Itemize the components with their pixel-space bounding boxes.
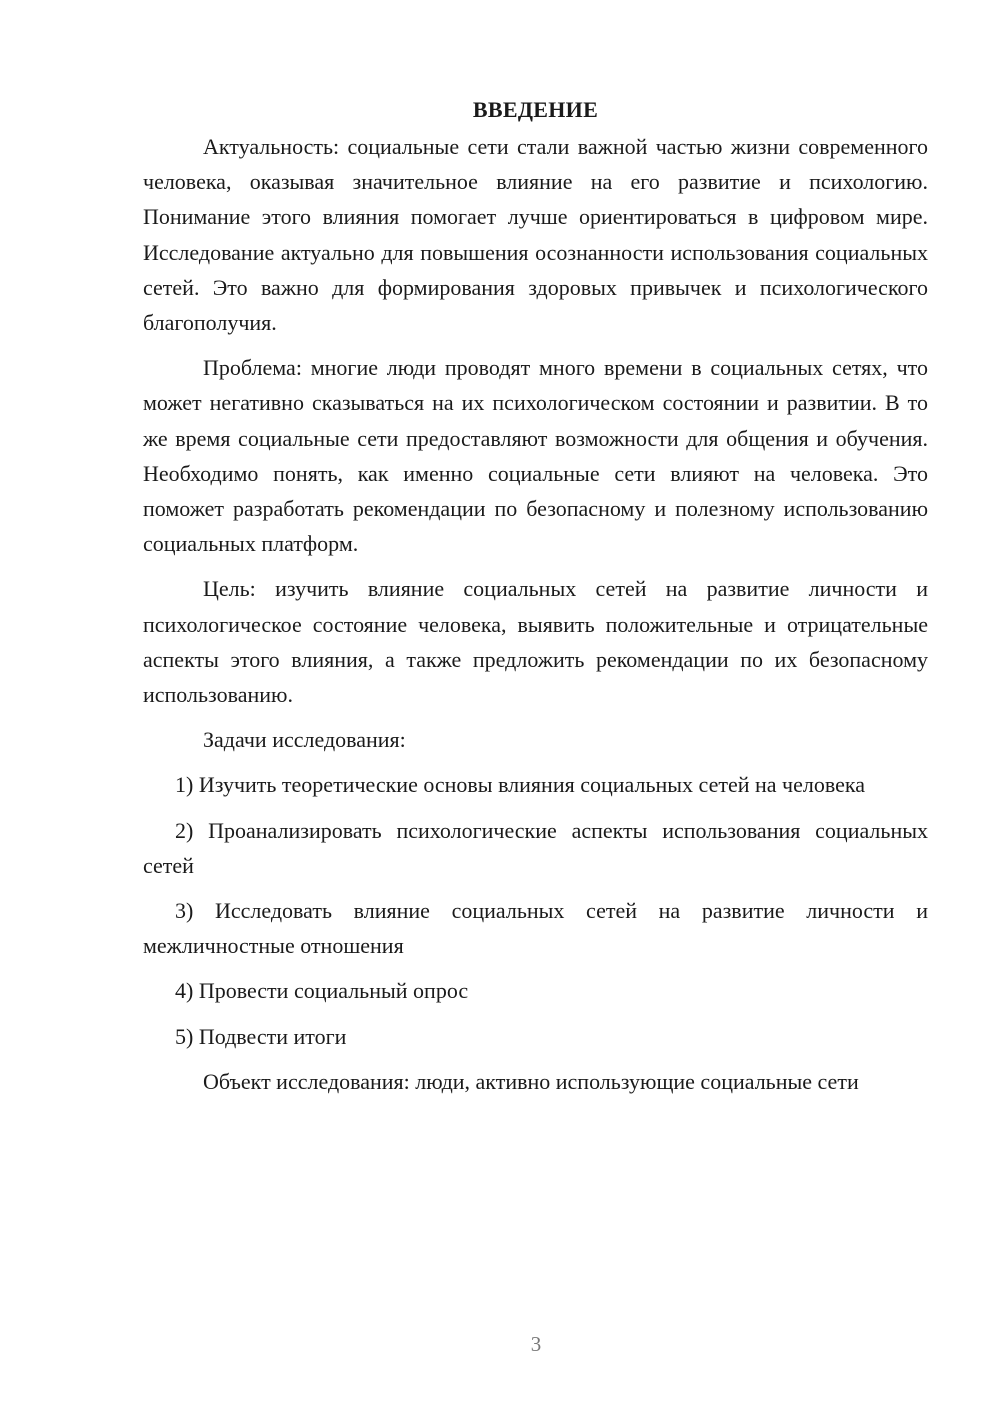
tasks-heading: Задачи исследования: <box>203 727 406 753</box>
task-item-3: 3) Исследовать влияние социальных сетей на развитие личности и межличностные отношения <box>143 898 928 959</box>
object-paragraph: Объект исследования: люди, активно использующие социальные сети <box>203 1068 859 1094</box>
task-item-1: 1) Изучить теоретические основы влияния социальных сетей на человека <box>175 772 865 798</box>
task-list <box>143 767 928 1053</box>
task-item-5: 5) Подвести итоги <box>175 1023 347 1049</box>
task-item-4: 4) Провести социальный опрос <box>175 978 469 1004</box>
page-number: 3 <box>530 1332 542 1356</box>
goal-paragraph: Цель: изучить влияние социальных сетей на развитие личности и психологическое состояние человека, выявить положительные и отрицательные аспекты этого влияния, а также предложить рекомендации по их безопасному использованию. <box>143 576 928 708</box>
section-title: ВВЕДЕНИЕ <box>472 97 599 122</box>
problem-paragraph: Проблема: многие люди проводят много времени в социальных сетях, что может негативно сказываться на их психологическом состоянии и развитии. В то же время социальные сети предоставляют возможности для общения и обучения. Необходимо понять, как именно социальные сети влияют на человека. Это поможет разработать рекомендации по безопасному и полезному использованию социальных платформ. <box>143 355 928 557</box>
task-item-2: 2) Проанализировать психологические аспекты использования социальных сетей <box>143 817 928 878</box>
relevance-paragraph: Актуальность: социальные сети стали важной частью жизни современного человека, оказывая значительное влияние на его развитие и психологию. Понимание этого влияния помогает лучше ориентироваться в цифровом мире. Исследование актуально для повышения осознанности использования социальных сетей. Это важно для формирования здоровых привычек и психологического благополучия. <box>143 134 928 336</box>
document-page <box>143 92 928 1109</box>
